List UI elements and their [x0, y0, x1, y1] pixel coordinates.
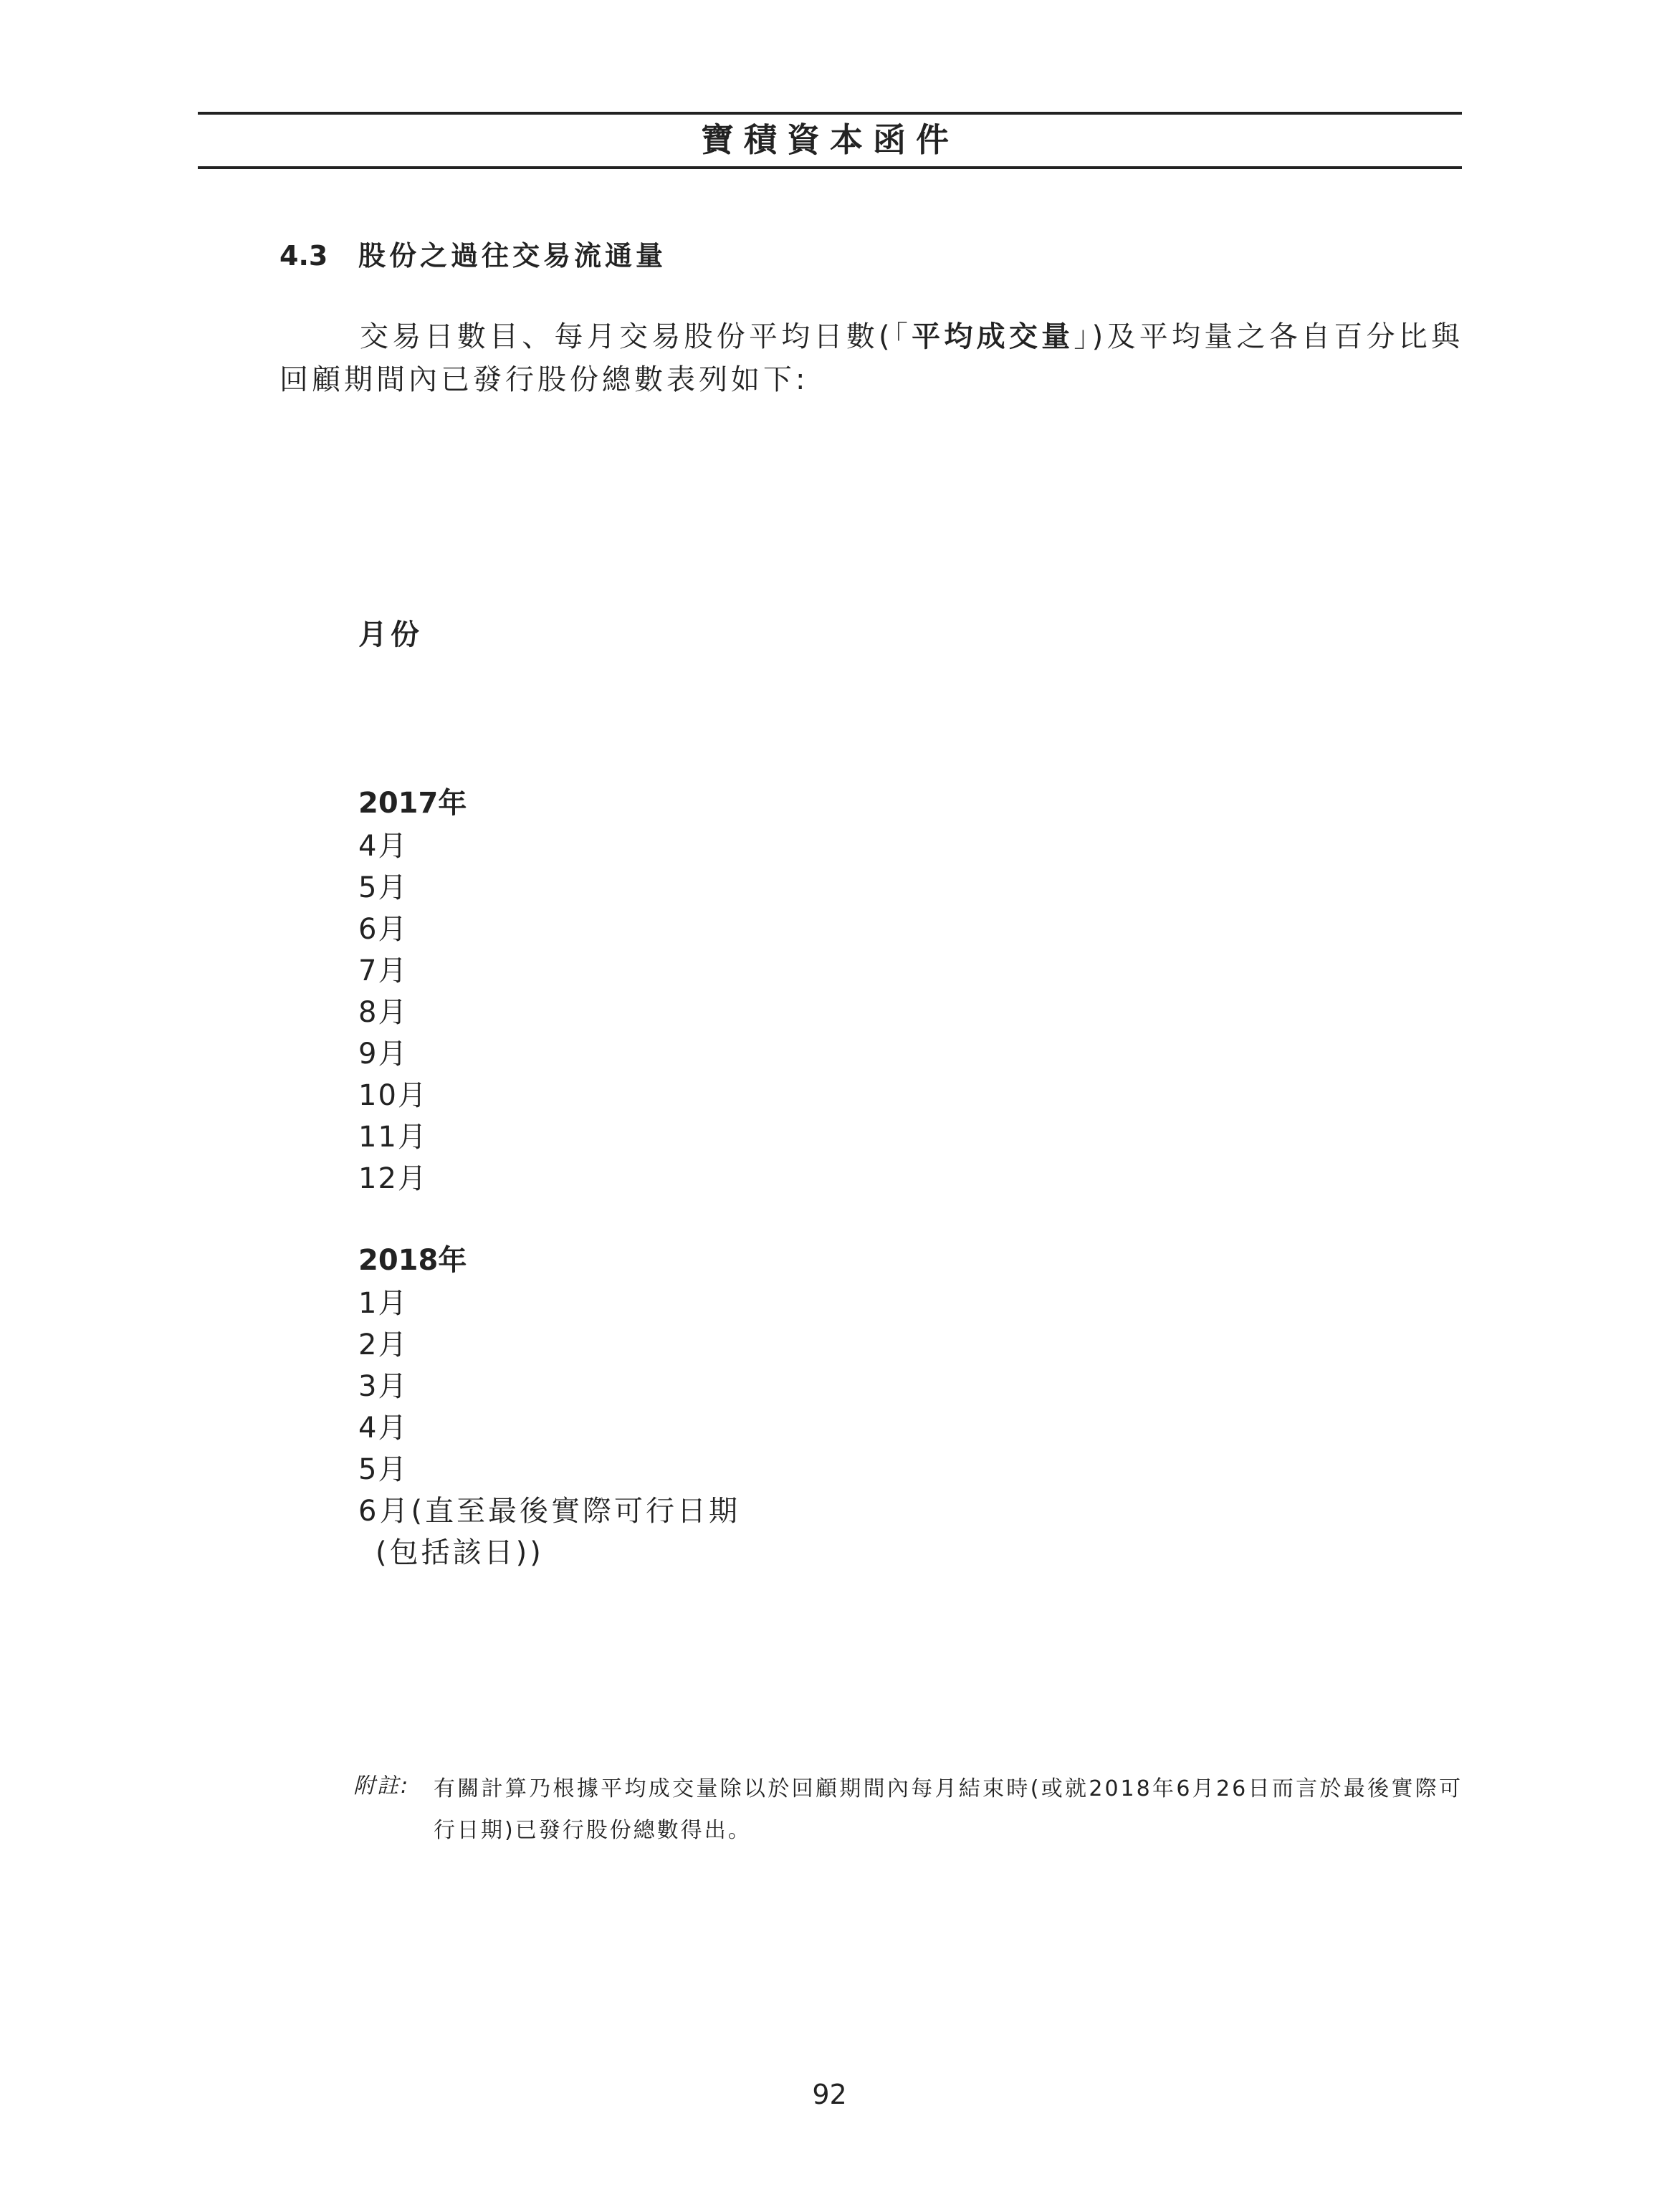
year-label: 2017年 [358, 787, 467, 820]
row-month: 4月 [358, 1412, 408, 1445]
row-month: 2月 [358, 1328, 408, 1361]
intro-text-part1: 交易日數目、每月交易股份平均日數(「 [360, 320, 912, 353]
row-month: 4月 [358, 830, 408, 863]
page-number: 92 [812, 2079, 847, 2110]
page-header-title: 寶積資本函件 [701, 120, 959, 159]
section-title: 股份之過往交易流通量 [358, 240, 667, 272]
row-month: 3月 [358, 1370, 408, 1403]
header-bottom-rule [198, 166, 1462, 169]
row-month: 12月 [358, 1162, 428, 1195]
intro-text-part2: 」)及平均量之各自百分比與回顧期間內已發行股份總數表列如下: [279, 320, 1464, 396]
note-text: 有關計算乃根據平均成交量除以於回顧期間內每月結束時(或就2018年6月26日而言於最後實際可行日期)已發行股份總數得出。 [434, 1776, 1463, 1843]
row-month: 10月 [358, 1079, 428, 1112]
row-month: 5月 [358, 1453, 408, 1486]
header-month: 月份 [358, 618, 423, 651]
row-month: 1月 [358, 1287, 408, 1320]
row-month: 6月(直至最後實際可行日期 [358, 1495, 741, 1528]
row-month: 6月 [358, 913, 408, 946]
header-top-rule [198, 112, 1462, 115]
intro-text-bold: 平均成交量 [912, 320, 1074, 353]
note-label: 附註: [353, 1773, 411, 1799]
year-label: 2018年 [358, 1244, 467, 1277]
row-month: 7月 [358, 954, 408, 987]
row-month: 9月 [358, 1038, 408, 1071]
intro-paragraph [279, 315, 1463, 401]
row-month: 11月 [358, 1121, 428, 1154]
row-month-continued: (包括該日)) [376, 1536, 544, 1569]
row-month: 5月 [358, 871, 408, 904]
row-month: 8月 [358, 996, 408, 1029]
section-number: 4.3 [279, 240, 328, 272]
